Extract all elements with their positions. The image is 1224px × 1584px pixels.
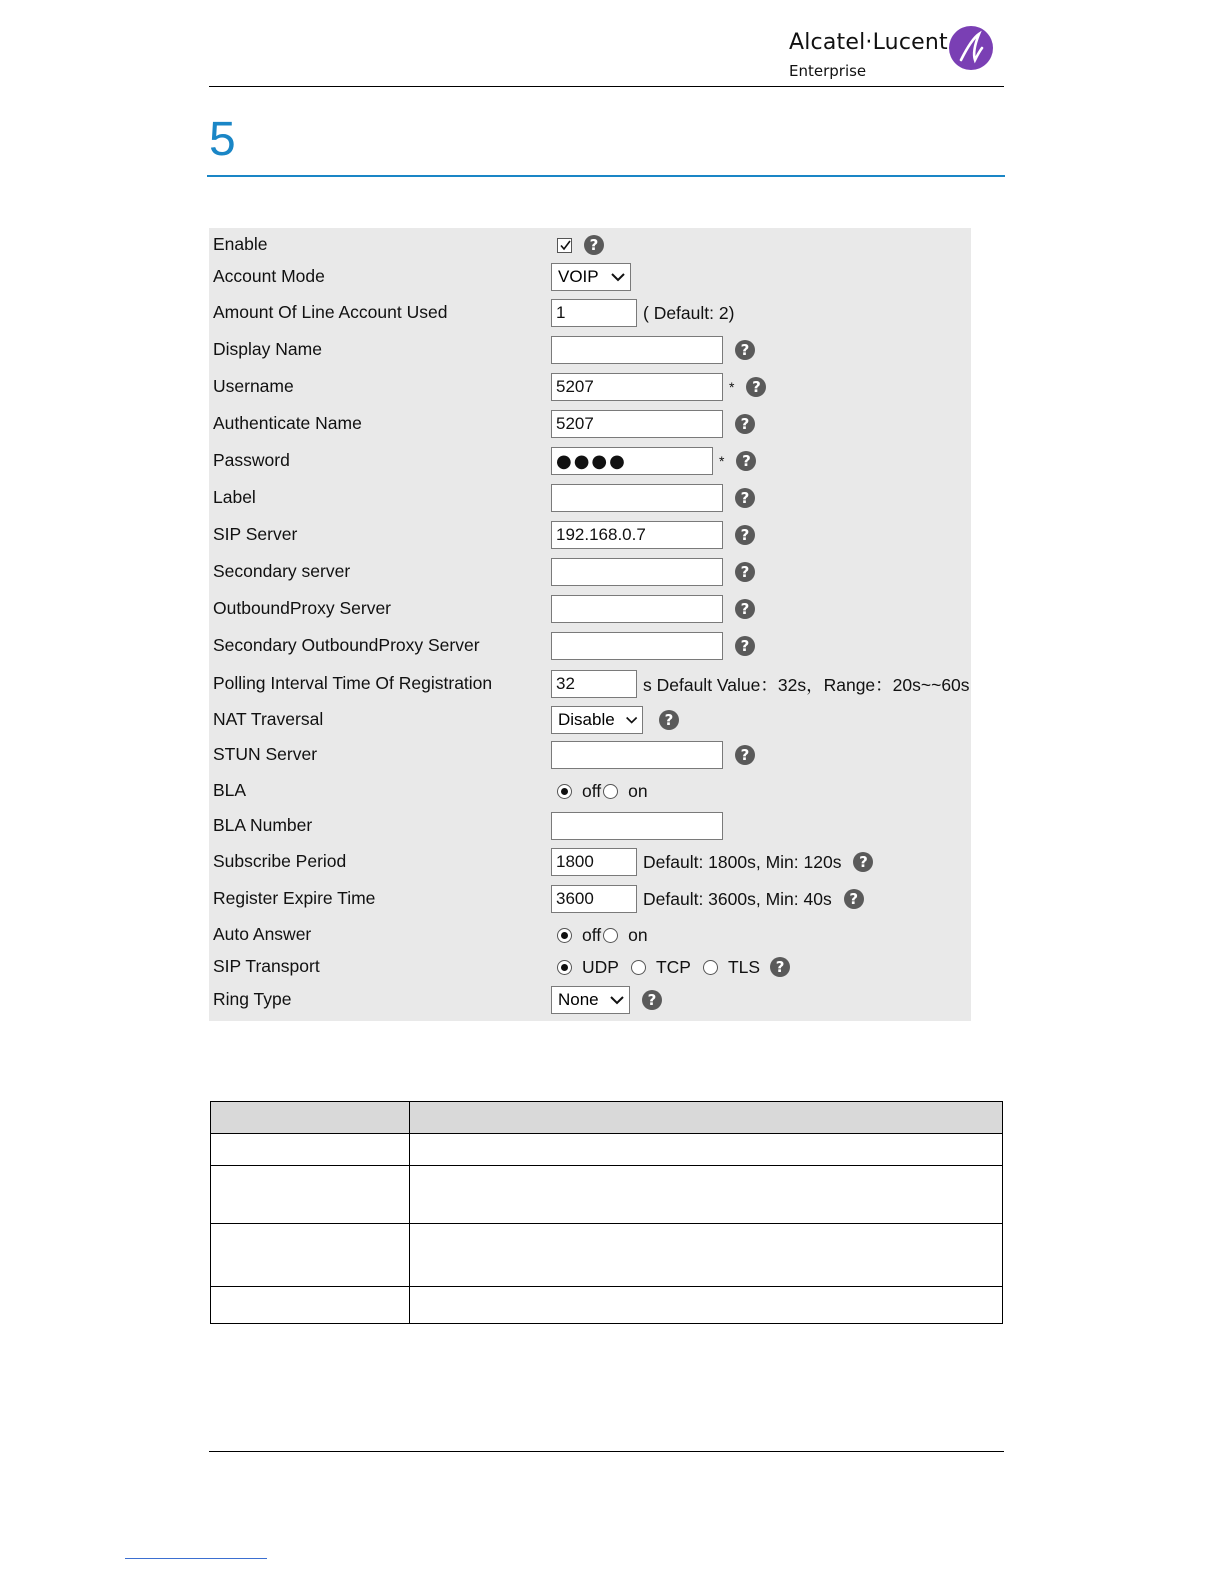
row-password	[209, 444, 971, 478]
help-icon[interactable]: ?	[746, 377, 766, 397]
account-settings-panel	[209, 228, 971, 1021]
sip-transport-tls-label: TLS	[727, 956, 761, 977]
chevron-down-icon	[625, 712, 638, 728]
row-outbound-proxy	[209, 592, 971, 626]
row-label	[209, 481, 971, 515]
row-stun-server	[209, 738, 971, 772]
display-name-input[interactable]	[551, 336, 723, 364]
brand-mark-icon	[949, 26, 993, 70]
bla-off-radio[interactable]	[557, 784, 572, 799]
table-row	[211, 1287, 1003, 1324]
bla-label: BLA	[213, 780, 247, 800]
brand-logo	[789, 26, 994, 82]
authenticate-name-input[interactable]	[551, 410, 723, 438]
brand-subtitle: Enterprise	[789, 62, 867, 80]
stun-server-label: STUN Server	[213, 744, 318, 764]
row-sip-server	[209, 518, 971, 552]
amount-of-line-label: Amount Of Line Account Used	[213, 302, 448, 322]
help-icon[interactable]: ?	[584, 235, 604, 255]
nat-traversal-select[interactable]	[551, 706, 643, 734]
account-mode-select[interactable]	[551, 263, 631, 291]
bla-number-label: BLA Number	[213, 815, 313, 835]
help-icon[interactable]: ?	[659, 710, 679, 730]
outbound-proxy-label: OutboundProxy Server	[213, 598, 392, 618]
row-ring-type	[209, 983, 971, 1017]
bla-off-label: off	[582, 780, 602, 801]
outbound-proxy-input[interactable]	[551, 595, 723, 623]
footer-link-underline[interactable]	[125, 1558, 267, 1559]
row-subscribe-period	[209, 845, 971, 879]
table-cell	[211, 1287, 410, 1324]
table-cell	[211, 1134, 410, 1166]
table-header-cell	[211, 1102, 410, 1134]
sip-transport-udp-label: UDP	[582, 956, 619, 977]
help-icon[interactable]: ?	[735, 745, 755, 765]
table-header-cell	[410, 1102, 1003, 1134]
table-cell	[410, 1166, 1003, 1224]
table-cell	[211, 1166, 410, 1224]
nat-traversal-label: NAT Traversal	[213, 709, 324, 729]
footer-divider	[209, 1451, 1004, 1452]
row-sip-transport	[209, 950, 971, 984]
polling-interval-label: Polling Interval Time Of Registration	[213, 673, 493, 693]
help-icon[interactable]: ?	[736, 451, 756, 471]
amount-of-line-note: ( Default: 2)	[643, 302, 735, 323]
table-cell	[410, 1224, 1003, 1287]
sip-transport-udp-radio[interactable]	[557, 960, 572, 975]
auto-answer-on-label: on	[628, 924, 648, 945]
row-polling-interval	[209, 667, 971, 701]
sip-server-label: SIP Server	[213, 524, 298, 544]
sip-transport-label: SIP Transport	[213, 956, 320, 976]
chevron-down-icon	[610, 269, 626, 285]
polling-interval-note: s Default Value：32s，Range：20s~~60s	[643, 674, 970, 695]
brand-name: Alcatel·Lucent	[789, 30, 948, 55]
password-value: ●●●●	[556, 450, 627, 472]
label-label: Label	[213, 487, 256, 507]
bla-on-label: on	[628, 780, 648, 801]
row-enable	[209, 228, 971, 262]
table-cell	[410, 1134, 1003, 1166]
table-cell	[211, 1224, 410, 1287]
help-icon[interactable]: ?	[735, 340, 755, 360]
row-display-name	[209, 333, 971, 367]
sip-transport-tls-radio[interactable]	[703, 960, 718, 975]
sip-transport-tcp-label: TCP	[655, 956, 691, 977]
register-expire-note: Default: 3600s, Min: 40s	[643, 888, 832, 909]
auto-answer-off-label: off	[582, 924, 602, 945]
label-input[interactable]	[551, 484, 723, 512]
polling-interval-input[interactable]	[551, 670, 637, 698]
table-row	[211, 1134, 1003, 1166]
help-icon[interactable]: ?	[642, 990, 662, 1010]
row-amount-of-line	[209, 296, 971, 330]
row-secondary-server	[209, 555, 971, 589]
password-label: Password	[213, 450, 290, 470]
username-input[interactable]	[551, 373, 723, 401]
username-label: Username	[213, 376, 294, 396]
help-icon[interactable]: ?	[735, 562, 755, 582]
enable-checkbox[interactable]	[557, 238, 572, 253]
register-expire-label: Register Expire Time	[213, 888, 376, 908]
subscribe-period-input[interactable]	[551, 848, 637, 876]
stun-server-input[interactable]	[551, 741, 723, 769]
chapter-divider	[207, 175, 1005, 177]
bla-on-radio[interactable]	[603, 784, 618, 799]
display-name-label: Display Name	[213, 339, 322, 359]
row-bla-number	[209, 809, 971, 843]
sip-server-input[interactable]	[551, 521, 723, 549]
help-icon[interactable]: ?	[735, 599, 755, 619]
ring-type-value: None	[558, 990, 599, 1009]
secondary-outbound-proxy-label: Secondary OutboundProxy Server	[213, 635, 480, 655]
secondary-outbound-proxy-input[interactable]	[551, 632, 723, 660]
subscribe-period-note: Default: 1800s, Min: 120s	[643, 851, 842, 872]
amount-of-line-input[interactable]	[551, 299, 637, 327]
row-register-expire	[209, 882, 971, 916]
authenticate-name-label: Authenticate Name	[213, 413, 362, 433]
auto-answer-label: Auto Answer	[213, 924, 312, 944]
chevron-down-icon	[609, 992, 625, 1008]
table-row	[211, 1224, 1003, 1287]
help-icon[interactable]: ?	[735, 525, 755, 545]
row-authenticate-name	[209, 407, 971, 441]
required-mark: *	[729, 379, 735, 395]
table-cell	[410, 1287, 1003, 1324]
row-bla	[209, 774, 971, 808]
table-row	[211, 1166, 1003, 1224]
row-username	[209, 370, 971, 404]
account-mode-label: Account Mode	[213, 266, 325, 286]
bla-number-input[interactable]	[551, 812, 723, 840]
help-icon[interactable]: ?	[853, 852, 873, 872]
auto-answer-off-radio[interactable]	[557, 928, 572, 943]
auto-answer-on-radio[interactable]	[603, 928, 618, 943]
row-nat-traversal	[209, 703, 971, 737]
parameter-description-table	[210, 1101, 1003, 1324]
help-icon[interactable]: ?	[735, 414, 755, 434]
password-input[interactable]	[551, 447, 713, 475]
ring-type-label: Ring Type	[213, 989, 292, 1009]
nat-traversal-value: Disable	[558, 710, 615, 729]
secondary-server-input[interactable]	[551, 558, 723, 586]
row-secondary-outbound-proxy	[209, 629, 971, 663]
row-auto-answer	[209, 918, 971, 952]
ring-type-select[interactable]	[551, 986, 630, 1014]
subscribe-period-label: Subscribe Period	[213, 851, 347, 871]
secondary-server-label: Secondary server	[213, 561, 351, 581]
sip-transport-tcp-radio[interactable]	[631, 960, 646, 975]
row-account-mode	[209, 260, 971, 294]
help-icon[interactable]: ?	[770, 957, 790, 977]
chapter-number: 5	[209, 113, 236, 166]
required-mark: *	[719, 453, 725, 469]
help-icon[interactable]: ?	[844, 889, 864, 909]
header-divider	[209, 86, 1004, 87]
table-header-row	[211, 1102, 1003, 1134]
register-expire-input[interactable]	[551, 885, 637, 913]
enable-label: Enable	[213, 234, 268, 254]
help-icon[interactable]: ?	[735, 636, 755, 656]
help-icon[interactable]: ?	[735, 488, 755, 508]
account-mode-value: VOIP	[558, 267, 599, 286]
